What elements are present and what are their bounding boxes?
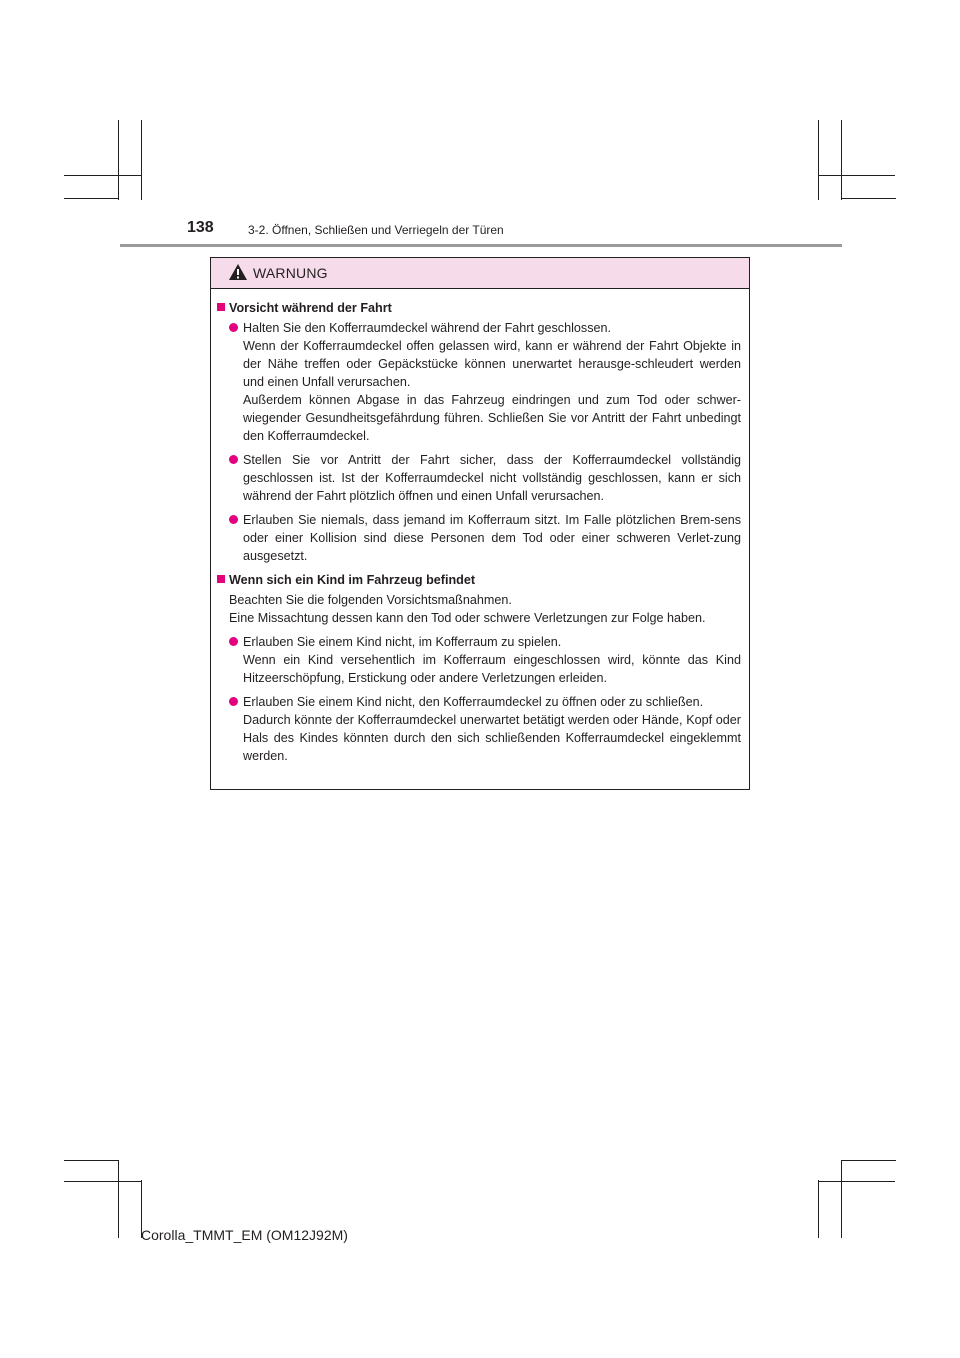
document-id: Corolla_TMMT_EM (OM12J92M) <box>141 1227 348 1243</box>
item-text: Halten Sie den Kofferraumdeckel während der Fahrt geschlossen. <box>243 321 611 335</box>
list-item <box>217 693 741 765</box>
intro-text: Beachten Sie die folgenden Vorsichtsmaßnahmen. <box>229 593 512 607</box>
section-intro <box>217 591 741 627</box>
item-text: Erlauben Sie niemals, dass jemand im Kofferraum sitzt. Im Falle plötzlichen Brem-sens oder einer Kollision sind diese Personen dem Tod oder einer schweren Verlet-zung ausgesetzt. <box>243 513 741 563</box>
round-bullet-icon <box>229 323 238 332</box>
crop-mark <box>818 1180 819 1238</box>
item-text: Erlauben Sie einem Kind nicht, den Kofferraumdeckel zu öffnen oder zu schließen. <box>243 695 704 709</box>
round-bullet-icon <box>229 637 238 646</box>
crop-mark <box>841 1160 896 1161</box>
item-text: Dadurch könnte der Kofferraumdeckel unerwartet betätigt werden oder Hände, Kopf oder Hals des Kindes könnten durch den sich schließenden Kofferraumdeckel eingeklemmt werden. <box>243 713 741 763</box>
list-item <box>217 451 741 505</box>
round-bullet-icon <box>229 515 238 524</box>
item-text: Stellen Sie vor Antritt der Fahrt sicher, dass der Kofferraumdeckel vollständig geschlossen ist. Ist der Kofferraumdeckel nicht vollständig geschlossen, kann er sich während der Fahrt plötzlich öffnen und einen Unfall verursachen. <box>243 453 741 503</box>
crop-mark <box>841 1160 842 1238</box>
crop-mark <box>118 1160 119 1238</box>
item-text: Erlauben Sie einem Kind nicht, im Kofferraum zu spielen. <box>243 635 562 649</box>
intro-text: Eine Missachtung dessen kann den Tod oder schwere Verletzungen zur Folge haben. <box>229 611 706 625</box>
square-bullet-icon <box>217 303 225 311</box>
crop-mark <box>818 120 819 200</box>
section-heading: Wenn sich ein Kind im Fahrzeug befindet <box>217 571 741 589</box>
crop-mark <box>64 1160 119 1161</box>
warning-title: WARNUNG <box>253 265 328 281</box>
round-bullet-icon <box>229 697 238 706</box>
crop-mark <box>64 175 141 176</box>
item-text: Wenn der Kofferraumdeckel offen gelassen wird, kann er während der Fahrt Objekte in der Nähe treffen oder Gepäckstücke können unerwartet herausge-schleudert werden und einen Unfall verursachen. <box>243 339 741 389</box>
warning-box <box>210 257 750 790</box>
list-item <box>217 633 741 687</box>
round-bullet-icon <box>229 455 238 464</box>
crop-mark <box>818 175 895 176</box>
header-rule <box>120 244 842 247</box>
section-title: 3-2. Öffnen, Schließen und Verriegeln der Türen <box>248 223 504 237</box>
item-text: Außerdem können Abgase in das Fahrzeug eindringen und zum Tod oder schwer-wiegender Gesundheitsgefährdung führen. Schließen Sie vor Antritt der Fahrt unbedingt den Kofferraumdeckel. <box>243 393 741 443</box>
warning-body <box>211 289 749 771</box>
page-number: 138 <box>187 219 214 236</box>
warning-triangle-icon <box>228 263 248 281</box>
warning-header <box>211 258 749 289</box>
list-item <box>217 319 741 445</box>
crop-mark <box>841 198 896 199</box>
crop-mark <box>818 1181 895 1182</box>
section-heading: Vorsicht während der Fahrt <box>217 299 741 317</box>
crop-mark <box>118 120 119 200</box>
square-bullet-icon <box>217 575 225 583</box>
crop-mark <box>141 120 142 200</box>
crop-mark <box>841 120 842 200</box>
item-text: Wenn ein Kind versehentlich im Kofferraum eingeschlossen wird, könnte das Kind Hitzeerschöpfung, Erstickung oder andere Verletzungen erleiden. <box>243 653 741 685</box>
crop-mark <box>64 198 119 199</box>
crop-mark <box>64 1181 141 1182</box>
list-item <box>217 511 741 565</box>
